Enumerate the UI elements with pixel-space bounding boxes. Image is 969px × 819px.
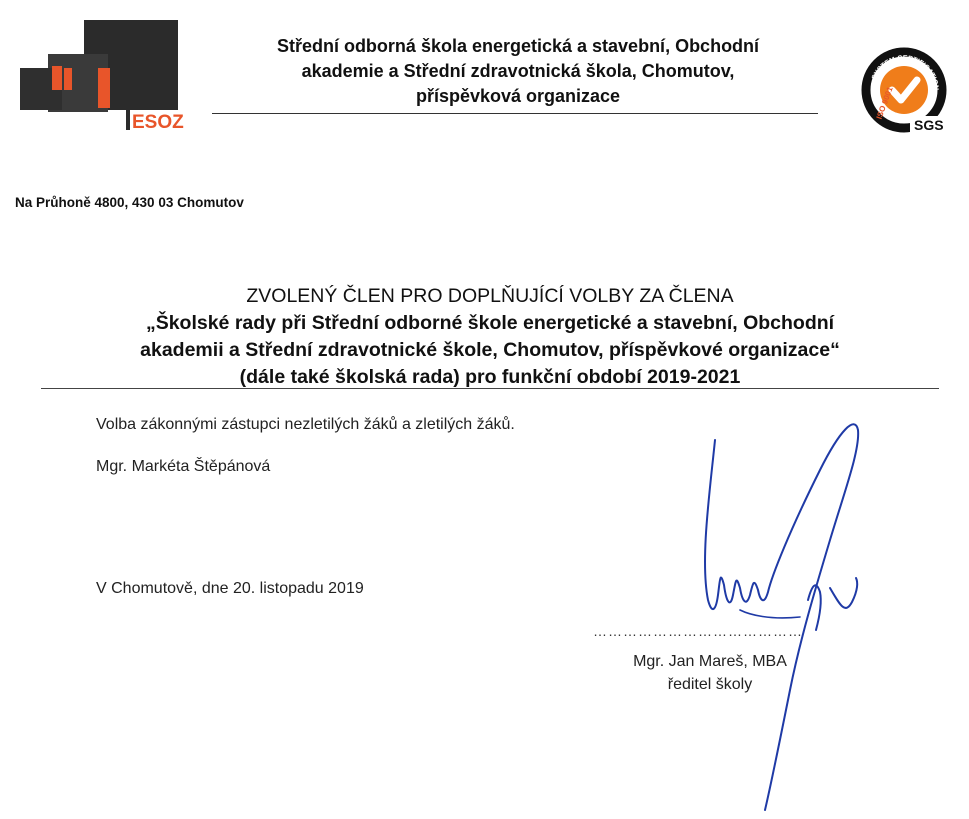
school-name-line: akademie a Střední zdravotnická škola, Chomutov, — [301, 61, 735, 81]
signer-name: Mgr. Jan Mareš, MBA — [633, 653, 787, 670]
school-name — [218, 34, 818, 109]
election-type: Volba zákonnými zástupci nezletilých žáků a zletilých žáků. — [96, 416, 515, 433]
school-name-line: příspěvková organizace — [415, 86, 621, 106]
title-line: ZVOLENÝ ČLEN PRO DOPLŇUJÍCÍ VOLBY ZA ČLENA — [246, 285, 734, 307]
cert-top-text: SYSTEM CERTIFICATION — [870, 54, 940, 91]
handwritten-signature — [680, 410, 880, 815]
title-line: (dále také školská rada) pro funkční období 2019-2021 — [239, 366, 741, 388]
document-title — [40, 283, 940, 391]
title-divider — [41, 388, 939, 389]
iso-certification-badge — [858, 44, 950, 136]
header-divider — [212, 113, 818, 114]
logo-text: ESOZ — [132, 112, 184, 132]
cert-brand: SGS — [914, 117, 944, 133]
school-address: Na Průhoně 4800, 430 03 Chomutov — [15, 195, 244, 210]
signer-role: ředitel školy — [667, 676, 753, 693]
school-name-line: Střední odborná škola energetická a stavební, Obchodní — [276, 36, 760, 56]
school-logo — [18, 16, 218, 132]
signature-line: …………………………………… — [593, 623, 803, 639]
title-line: akademii a Střední zdravotnické škole, Chomutov, příspěvkové organizace“ — [140, 339, 840, 361]
place-and-date: V Chomutově, dne 20. listopadu 2019 — [96, 580, 364, 597]
cert-side-text: ISO 9001 — [874, 85, 895, 121]
title-line: „Školské rady při Střední odborné škole energetické a stavební, Obchodní — [145, 312, 835, 334]
elected-member: Mgr. Markéta Štěpánová — [96, 458, 271, 475]
